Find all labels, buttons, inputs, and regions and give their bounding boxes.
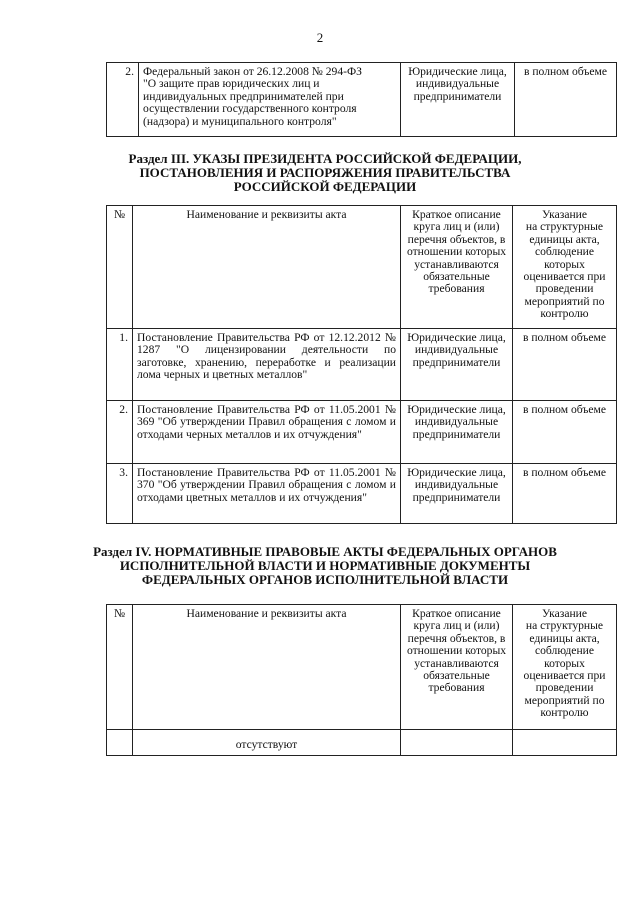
header-act: Наименование и реквизиты акта — [133, 605, 401, 730]
persons-description — [401, 730, 513, 756]
persons-description: Юридические лица, индивидуальные предприниматели — [401, 464, 513, 524]
header-persons: Краткое описание круга лиц и (или) перечня объектов, в отношении которых устанавливаются обязательные требования — [401, 605, 513, 730]
table-row — [107, 63, 617, 137]
table-row — [107, 464, 617, 524]
table-section-2-continuation — [106, 62, 617, 137]
scope-indication: в полном объеме — [513, 329, 617, 401]
act-name: Постановление Правительства РФ от 12.12.2012 № 1287 "О лицензировании деятельности по заготовке, хранению, переработке и реализации лома черных и цветных металлов" — [133, 329, 401, 401]
table-row — [107, 401, 617, 464]
row-number — [107, 730, 133, 756]
scope-indication: в полном объеме — [513, 401, 617, 464]
row-number: 2. — [107, 401, 133, 464]
empty-note: отсутствуют — [133, 730, 401, 756]
act-name: Постановление Правительства РФ от 11.05.2001 № 370 "Об утверждении Правил обращения с ломом и отходами цветных металлов и их отчуждения" — [133, 464, 401, 524]
persons-description: Юридические лица, индивидуальные предприниматели — [401, 401, 513, 464]
act-name: Постановление Правительства РФ от 11.05.2001 № 369 "Об утверждении Правил обращения с ломом и отходами черных металлов и их отчуждения" — [133, 401, 401, 464]
header-act: Наименование и реквизиты акта — [133, 206, 401, 329]
header-scope: Указание на структурные единицы акта, соблюдение которых оценивается при проведении мероприятий по контролю — [513, 206, 617, 329]
section-4-title: Раздел IV. НОРМАТИВНЫЕ ПРАВОВЫЕ АКТЫ ФЕДЕРАЛЬНЫХ ОРГАНОВ ИСПОЛНИТЕЛЬНОЙ ВЛАСТИ И НОРМАТИВНЫЕ ДОКУМЕНТЫ ФЕДЕРАЛЬНЫХ ОРГАНОВ ИСПОЛНИТЕЛЬНОЙ ВЛАСТИ — [93, 544, 557, 587]
header-num: № — [107, 206, 133, 329]
header-num: № — [107, 605, 133, 730]
table-section-4 — [106, 604, 617, 756]
scope-indication — [513, 730, 617, 756]
row-number: 2. — [107, 63, 139, 137]
scope-indication: в полном объеме — [513, 464, 617, 524]
table-row — [107, 730, 617, 756]
header-scope: Указание на структурные единицы акта, соблюдение которых оценивается при проведении мероприятий по контролю — [513, 605, 617, 730]
table-header-row — [107, 206, 617, 329]
table-row — [107, 329, 617, 401]
header-persons: Краткое описание круга лиц и (или) перечня объектов, в отношении которых устанавливаются обязательные требования — [401, 206, 513, 329]
persons-description: Юридические лица, индивидуальные предприниматели — [401, 63, 515, 137]
table-header-row — [107, 605, 617, 730]
row-number: 3. — [107, 464, 133, 524]
page-number: 2 — [316, 30, 324, 45]
table-section-3 — [106, 205, 617, 524]
row-number: 1. — [107, 329, 133, 401]
act-name: Федеральный закон от 26.12.2008 № 294-ФЗ "О защите прав юридических лиц и индивидуальных предпринимателей при осуществлении государственного контроля (надзора) и муниципального контроля" — [139, 63, 401, 137]
persons-description: Юридические лица, индивидуальные предприниматели — [401, 329, 513, 401]
section-3-title: Раздел III. УКАЗЫ ПРЕЗИДЕНТА РОССИЙСКОЙ ФЕДЕРАЦИИ, ПОСТАНОВЛЕНИЯ И РАСПОРЯЖЕНИЯ ПРАВИТЕЛЬСТВА РОССИЙСКОЙ ФЕДЕРАЦИИ — [128, 151, 522, 194]
scope-indication: в полном объеме — [515, 63, 617, 137]
